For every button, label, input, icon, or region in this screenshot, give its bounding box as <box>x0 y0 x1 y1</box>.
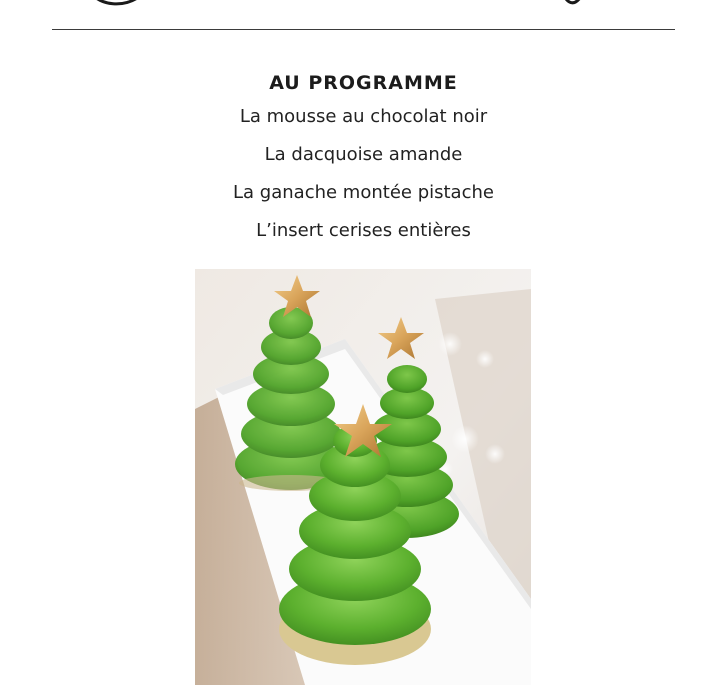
program-item: La ganache montée pistache <box>233 182 494 203</box>
divider-rule <box>52 29 675 30</box>
program-item: La mousse au chocolat noir <box>239 106 488 127</box>
script-title-fragment <box>80 0 640 10</box>
program-list <box>0 98 727 250</box>
program-item: La dacquoise amande <box>264 144 463 165</box>
christmas-tree-dessert-illustration <box>195 269 531 685</box>
dessert-photo <box>195 269 531 685</box>
program-section <box>0 68 727 250</box>
program-item: L’insert cerises entières <box>256 220 471 241</box>
program-title: AU PROGRAMME <box>269 72 458 94</box>
